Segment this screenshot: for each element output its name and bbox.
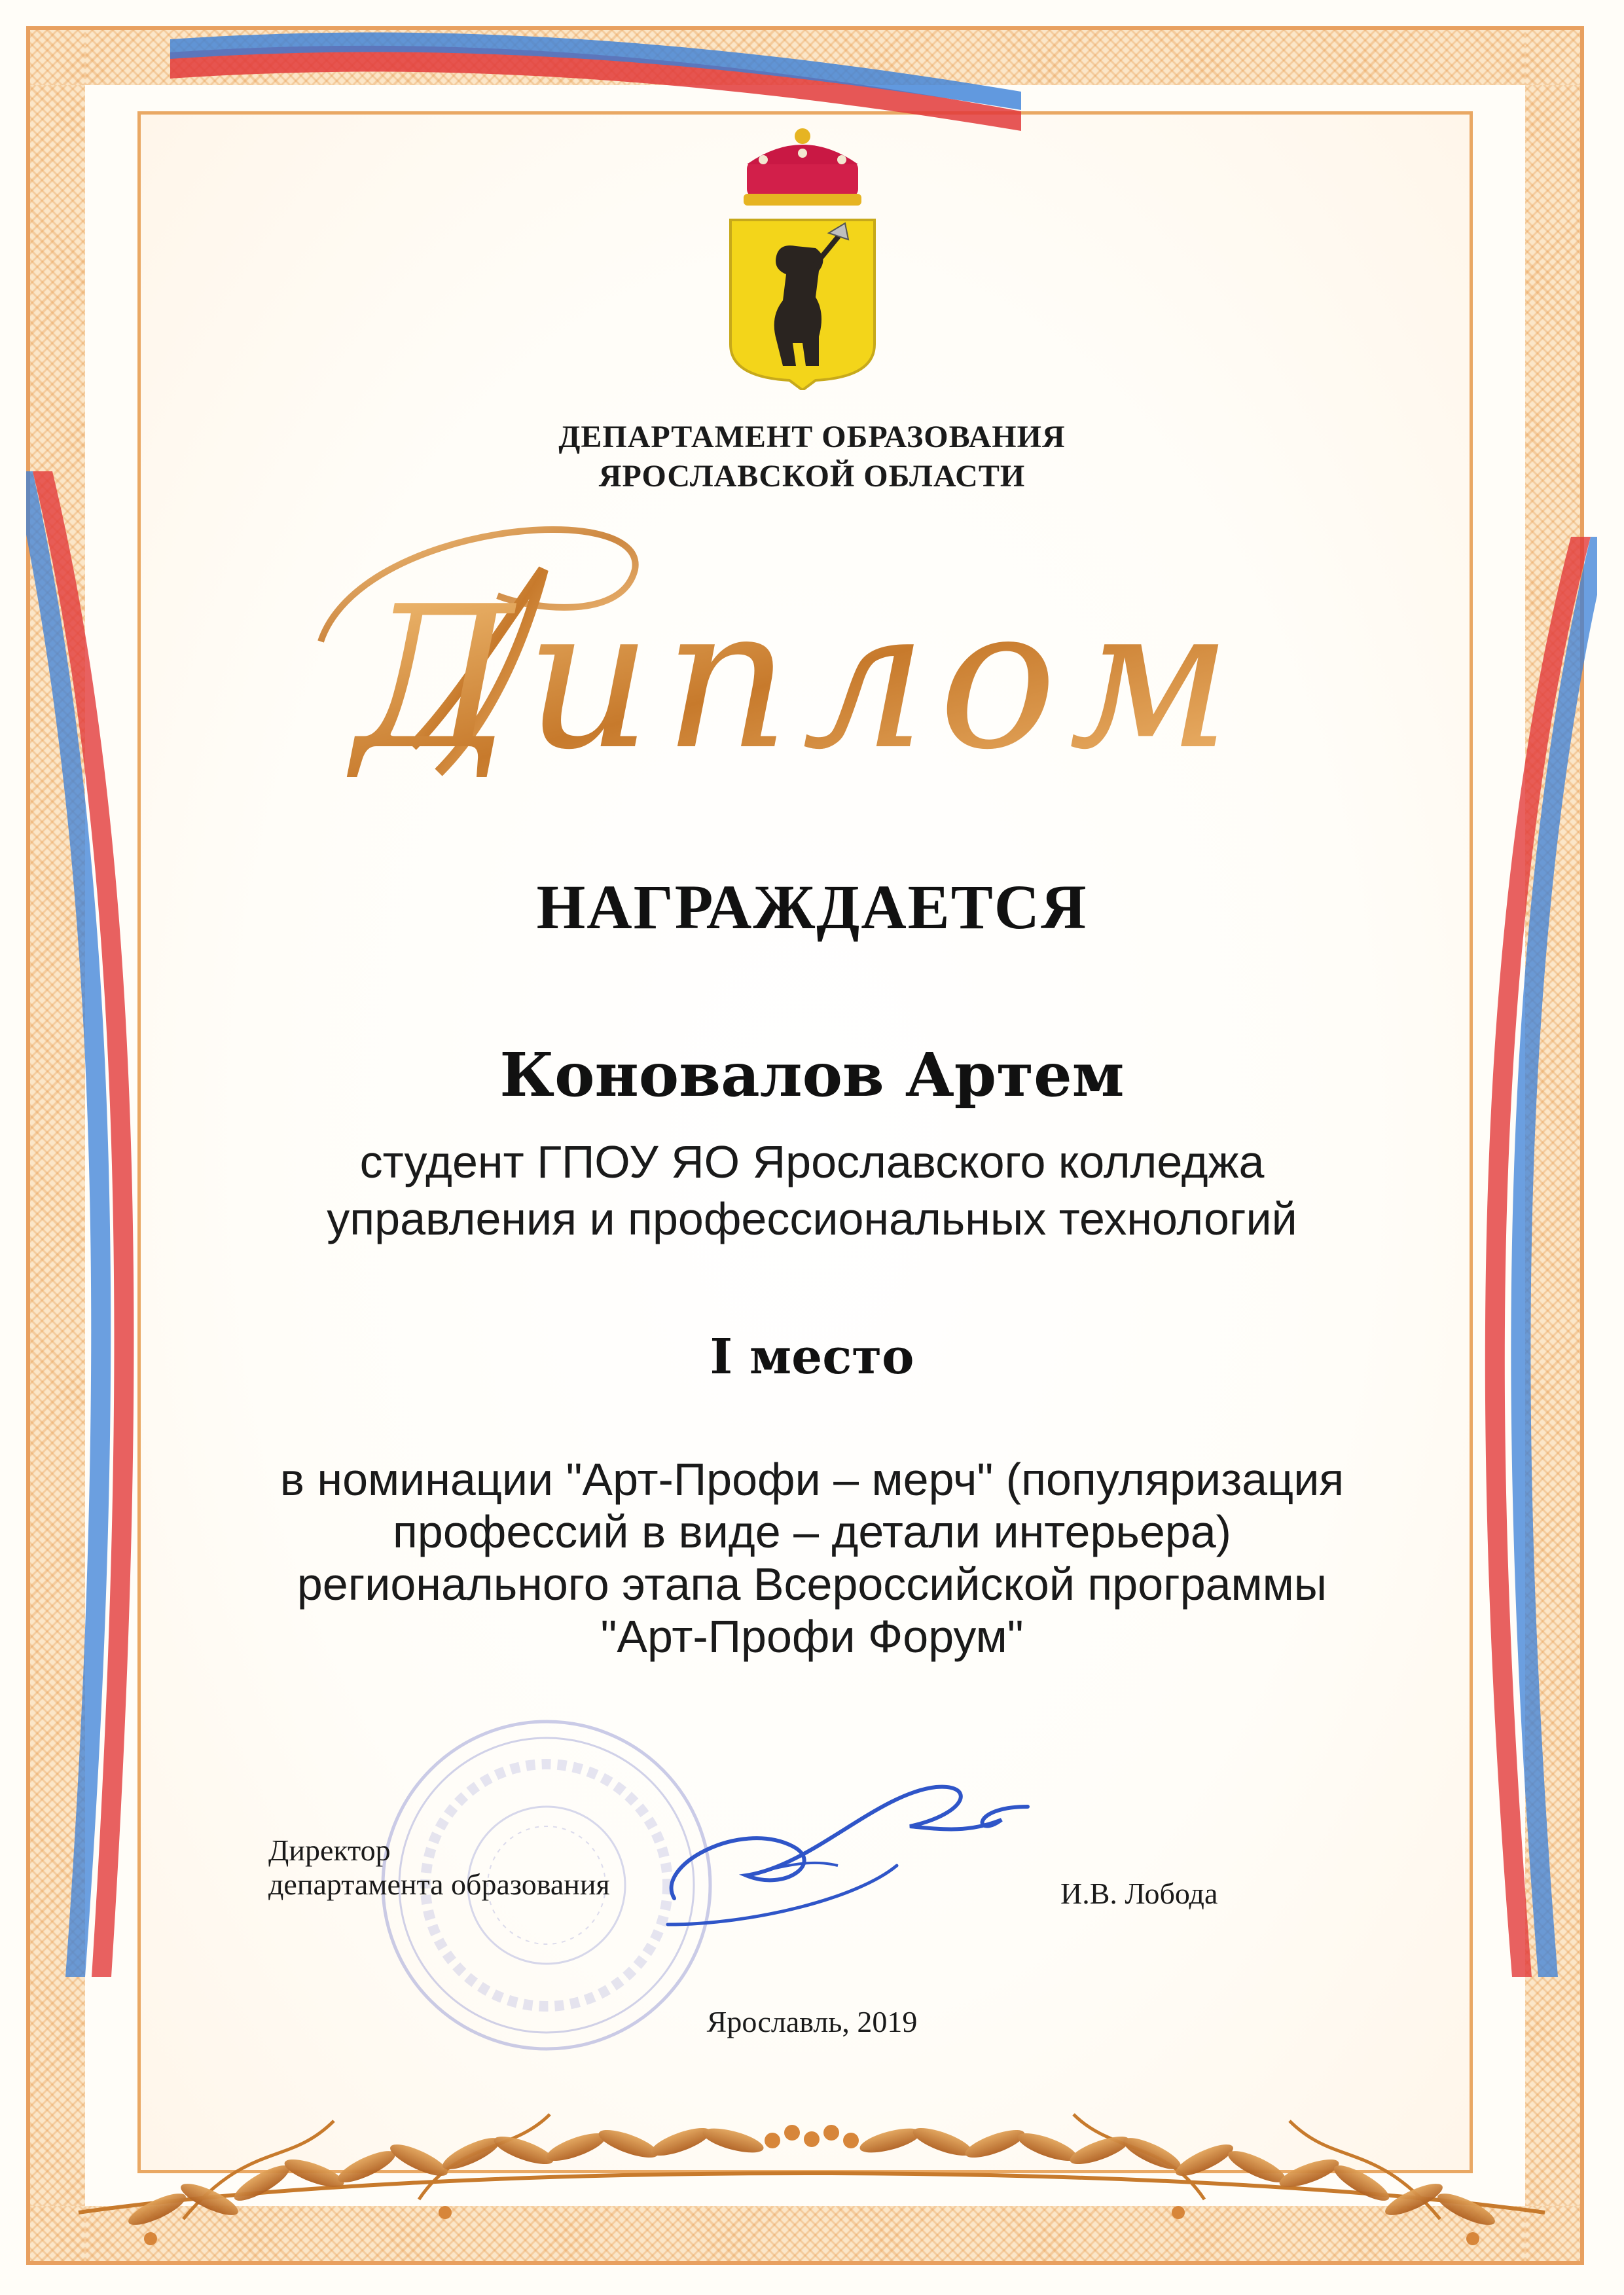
coat-of-arms-icon [724,128,881,390]
nomination-line-4: "Арт-Профи Форум" [600,1611,1024,1662]
tricolor-ribbon-right [1447,537,1597,1977]
awarded-label: НАГРАЖДАЕТСЯ [536,872,1088,942]
recipient-desc-line-1: студент ГПОУ ЯО Ярославского колледжа [359,1136,1265,1187]
laurel-branch-decoration [52,2062,1571,2265]
recipient-name: Коновалов Артем [499,1039,1125,1110]
place-label: I место [710,1329,914,1385]
tricolor-ribbon-top [170,26,1021,131]
signer-position-line-1: Директор [268,1834,391,1867]
department-line-2: ЯРОСЛАВСКОЙ ОБЛАСТИ [598,459,1026,494]
recipient-desc-line-2: управления и профессиональных технологий [327,1193,1297,1244]
diploma-title [281,471,1303,825]
nomination-line-1: в номинации "Арт-Профи – мерч" (популяризация [280,1454,1344,1505]
nomination-line-3: регионального этапа Всероссийской программы [297,1559,1327,1610]
department-line-1: ДЕПАРТАМЕНТ ОБРАЗОВАНИЯ [558,420,1066,454]
handwritten-signature-icon [661,1767,1054,1938]
signer-name: И.В. Лобода [1060,1877,1218,1910]
place-date: Ярославль, 2019 [706,2005,918,2038]
nomination-line-2: профессий в виде – детали интерьера) [393,1506,1231,1557]
signer-position-line-2: департамента образования [268,1868,610,1901]
diploma-title-text: Диплом [353,564,1244,793]
